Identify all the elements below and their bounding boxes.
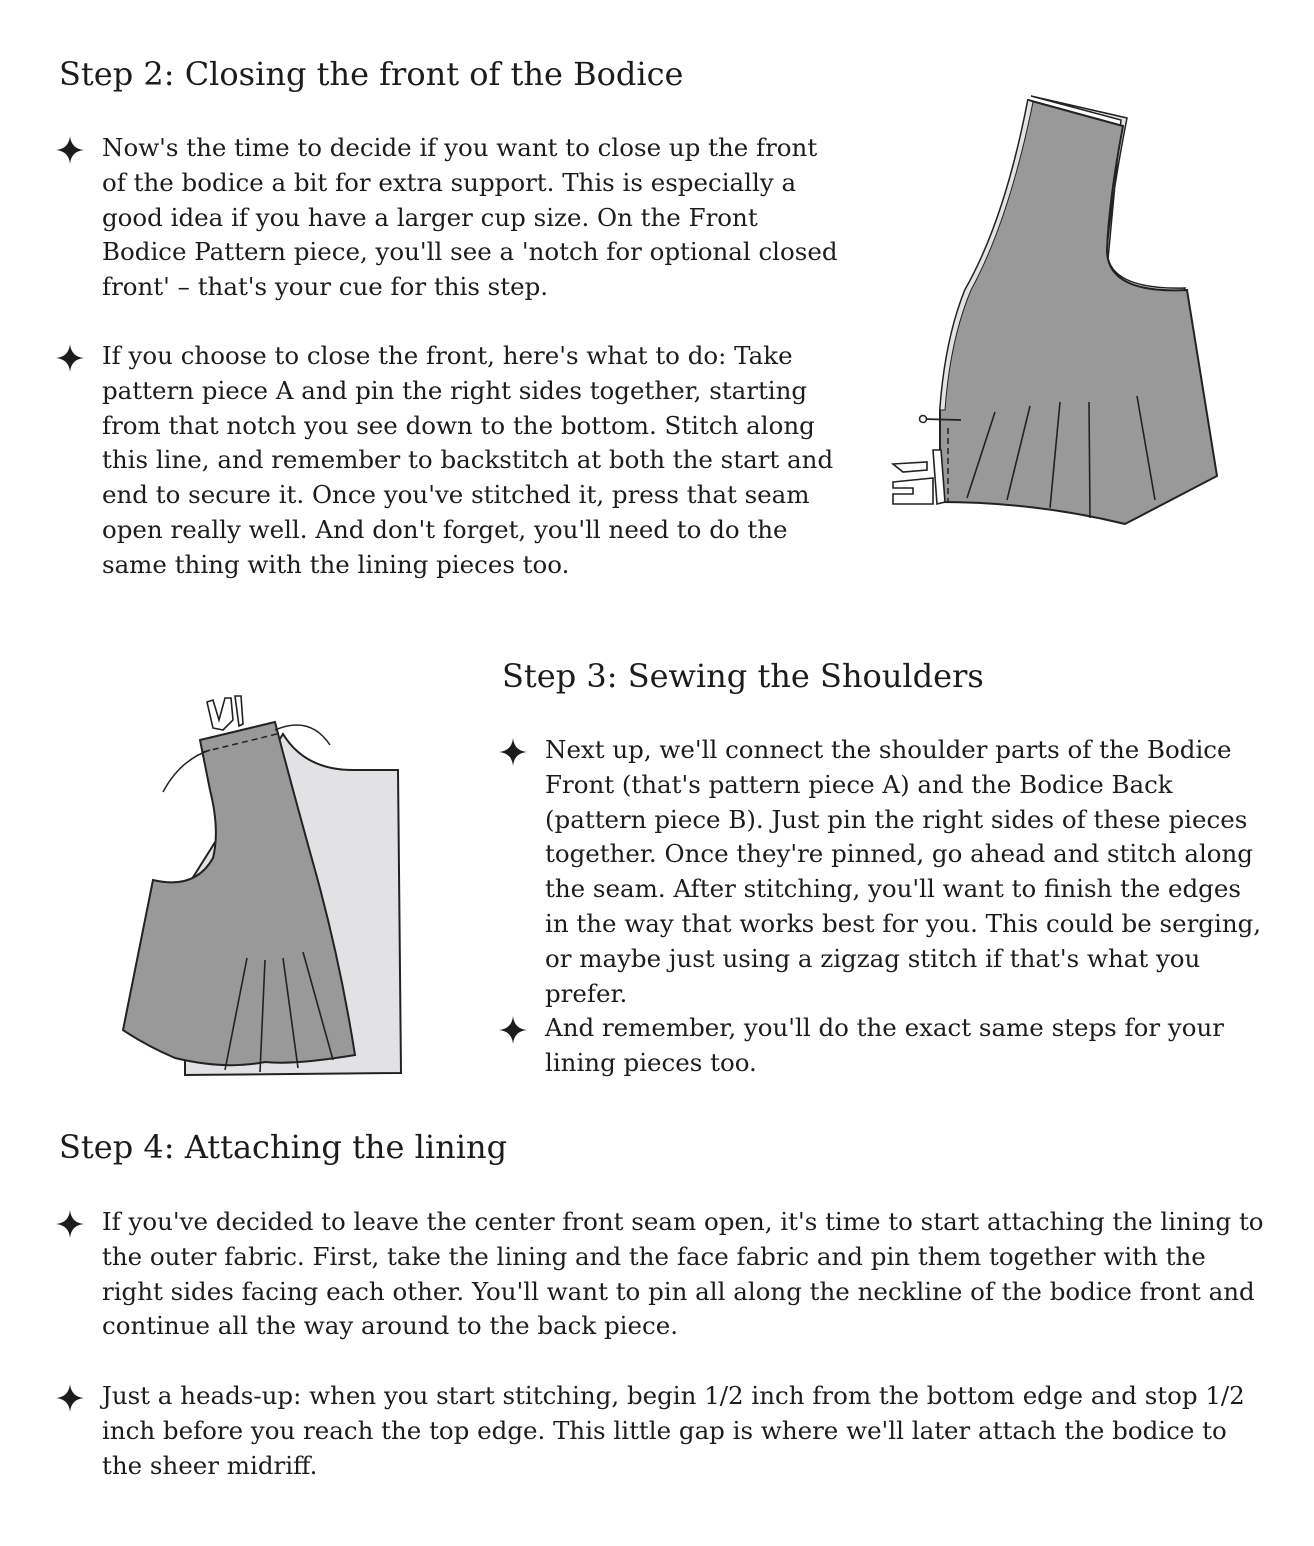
sparkle-bullet-icon — [55, 135, 85, 165]
step2-heading: Step 2: Closing the front of the Bodice — [59, 55, 684, 93]
step3-heading: Step 3: Sewing the Shoulders — [502, 657, 984, 695]
sparkle-bullet-icon — [498, 1015, 528, 1045]
step3-bullet-1-text: Next up, we'll connect the shoulder parts of the Bodice Front (that's pattern piece A) and the Bodice Back (pattern piece B). Just pin the right sides of these pieces together. Once they're pinned, go ahead and stitch along the seam. After stitching, you'll want to finish the edges in the way that works best for you. This could be serging, or maybe just using a zigzag stitch if that's what you prefer. — [545, 735, 1262, 1008]
front-bodice-illustration — [885, 90, 1225, 530]
step3-bullet-2-text: And remember, you'll do the exact same steps for your lining pieces too. — [545, 1013, 1224, 1077]
sparkle-bullet-icon — [498, 737, 528, 767]
sparkle-bullet-icon — [55, 1383, 85, 1413]
step4-bullet-1-text: If you've decided to leave the center front seam open, it's time to start attaching the lining to the outer fabric. First, take the lining and the face fabric and pin them together with the right sides facing each other. You'll want to pin all along the neckline of the bodice front and continue all the way around to the back piece. — [102, 1207, 1264, 1341]
step4-heading: Step 4: Attaching the lining — [59, 1128, 508, 1166]
step2-bullet-1-text: Now's the time to decide if you want to close up the front of the bodice a bit for extra support. This is especially a good idea if you have a larger cup size. On the Front Bodice Pattern piece, you'll see a 'notch for optional closed front' – that's your cue for this step. — [102, 133, 838, 302]
shoulder-seam-illustration — [115, 690, 415, 1082]
step2-bullet-2-text: If you choose to close the front, here's what to do: Take pattern piece A and pin the right sides together, starting from that notch you see down to the bottom. Stitch along this line, and remember to backstitch at both the start and end to secure it. Once you've stitched it, press that seam open really well. And don't forget, you'll need to do the same thing with the lining pieces too. — [102, 341, 834, 579]
sparkle-bullet-icon — [55, 1209, 85, 1239]
bodice-front-piece — [940, 100, 1217, 524]
step4-bullet-2-text: Just a heads-up: when you start stitching, begin 1/2 inch from the bottom edge and stop 1/2 inch before you reach the top edge. This little gap is where we'll later attach the bodice to the sheer midriff. — [102, 1381, 1245, 1480]
sparkle-bullet-icon — [55, 343, 85, 373]
presser-foot-icon — [893, 450, 945, 504]
presser-foot-icon — [207, 696, 243, 730]
